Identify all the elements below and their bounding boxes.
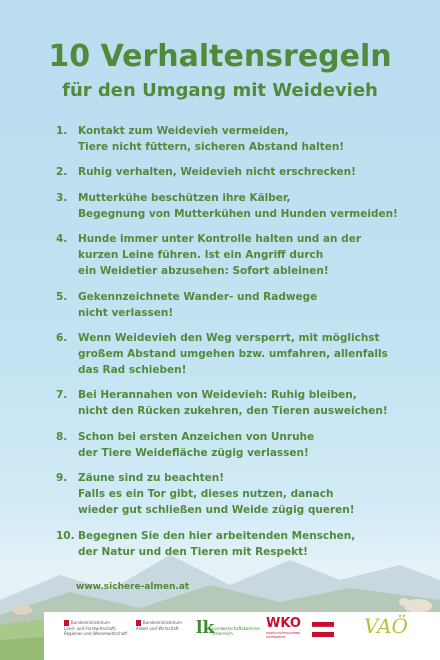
rule-text: Schon bei ersten Anzeichen von Unruhe der Tiere Weidefläche zügig verlassen! [78,430,315,459]
sponsor-logo-bar [44,612,440,660]
wko-subtitle: WIRTSCHAFTSKAMMER ÖSTERREICH [266,631,301,639]
rule-number: 3. [56,191,68,204]
wko-letters: WKO [266,616,301,631]
rule-item [56,330,428,378]
rule-text: Wenn Weidevieh den Weg versperrt, mit möglichst großem Abstand umgehen bzw. umfahren, allenfalls das Rad schieben! [78,331,388,376]
poster-title: 10 Verhaltensregeln [48,39,392,74]
rule-number: 1. [56,125,68,137]
rule-item [56,123,428,155]
rule-number: 6. [56,331,68,344]
rule-item [56,528,428,560]
lk-text: Landwirtschaftskammer Österreich [212,626,261,636]
rules-list [56,123,428,569]
lk-mark: lk [196,618,215,638]
rule-number: 4. [56,233,68,246]
rule-item [56,429,428,461]
rule-text: Mutterkühe beschützen ihre Kälber, Begegnung von Mutterkühen und Hunden vermeiden! [78,191,398,220]
rule-item [56,470,428,518]
rule-number: 2. [56,166,68,179]
rule-text: Gekennzeichnete Wander- und Radwege nicht verlassen! [78,290,318,319]
rule-item [56,164,428,180]
rule-item [56,231,428,279]
rule-text: Ruhig verhalten, Weidevieh nicht erschrecken! [78,166,356,179]
ministry-labour-logo: Bundesministerium Arbeit und Wirtschaft [136,620,182,631]
rule-text: Bei Herannahen von Weidevieh: Ruhig bleiben, nicht den Rücken zukehren, den Tieren ausweichen! [78,389,388,418]
rule-number: 10. [56,529,75,542]
poster-subtitle: für den Umgang mit Weidevieh [62,80,378,101]
rule-item [56,387,428,419]
ministry-agriculture-logo: Bundesministerium Land- und Forstwirtschaft, Regionen und Wasserwirtschaft [64,620,128,636]
rule-number: 9. [56,472,68,485]
wko-logo [266,616,306,644]
rule-text: Kontakt zum Weidevieh vermeiden, Tiere nicht füttern, sicheren Abstand halten! [78,125,345,153]
rule-text: Zäune sind zu beachten! Falls es ein Tor gibt, dieses nutzen, danach wieder gut schließen und Weide zügig queren! [78,472,355,517]
rule-number: 7. [56,389,68,402]
website-link[interactable]: www.sichere-almen.at [76,582,190,592]
rule-item [56,289,428,321]
rule-text: Begegnen Sie den hier arbeitenden Menschen, der Natur und den Tieren mit Respekt! [78,529,356,558]
rule-number: 5. [56,290,68,303]
austria-flag-icon [312,622,334,637]
rule-text: Hunde immer unter Kontrolle halten und an der kurzen Leine führen. Ist ein Angriff durch ein Weidetier abzusehen: Sofort ableinen! [78,233,362,278]
rule-item [56,190,428,222]
rule-number: 8. [56,430,68,443]
vao-logo: VAÖ [364,614,408,638]
